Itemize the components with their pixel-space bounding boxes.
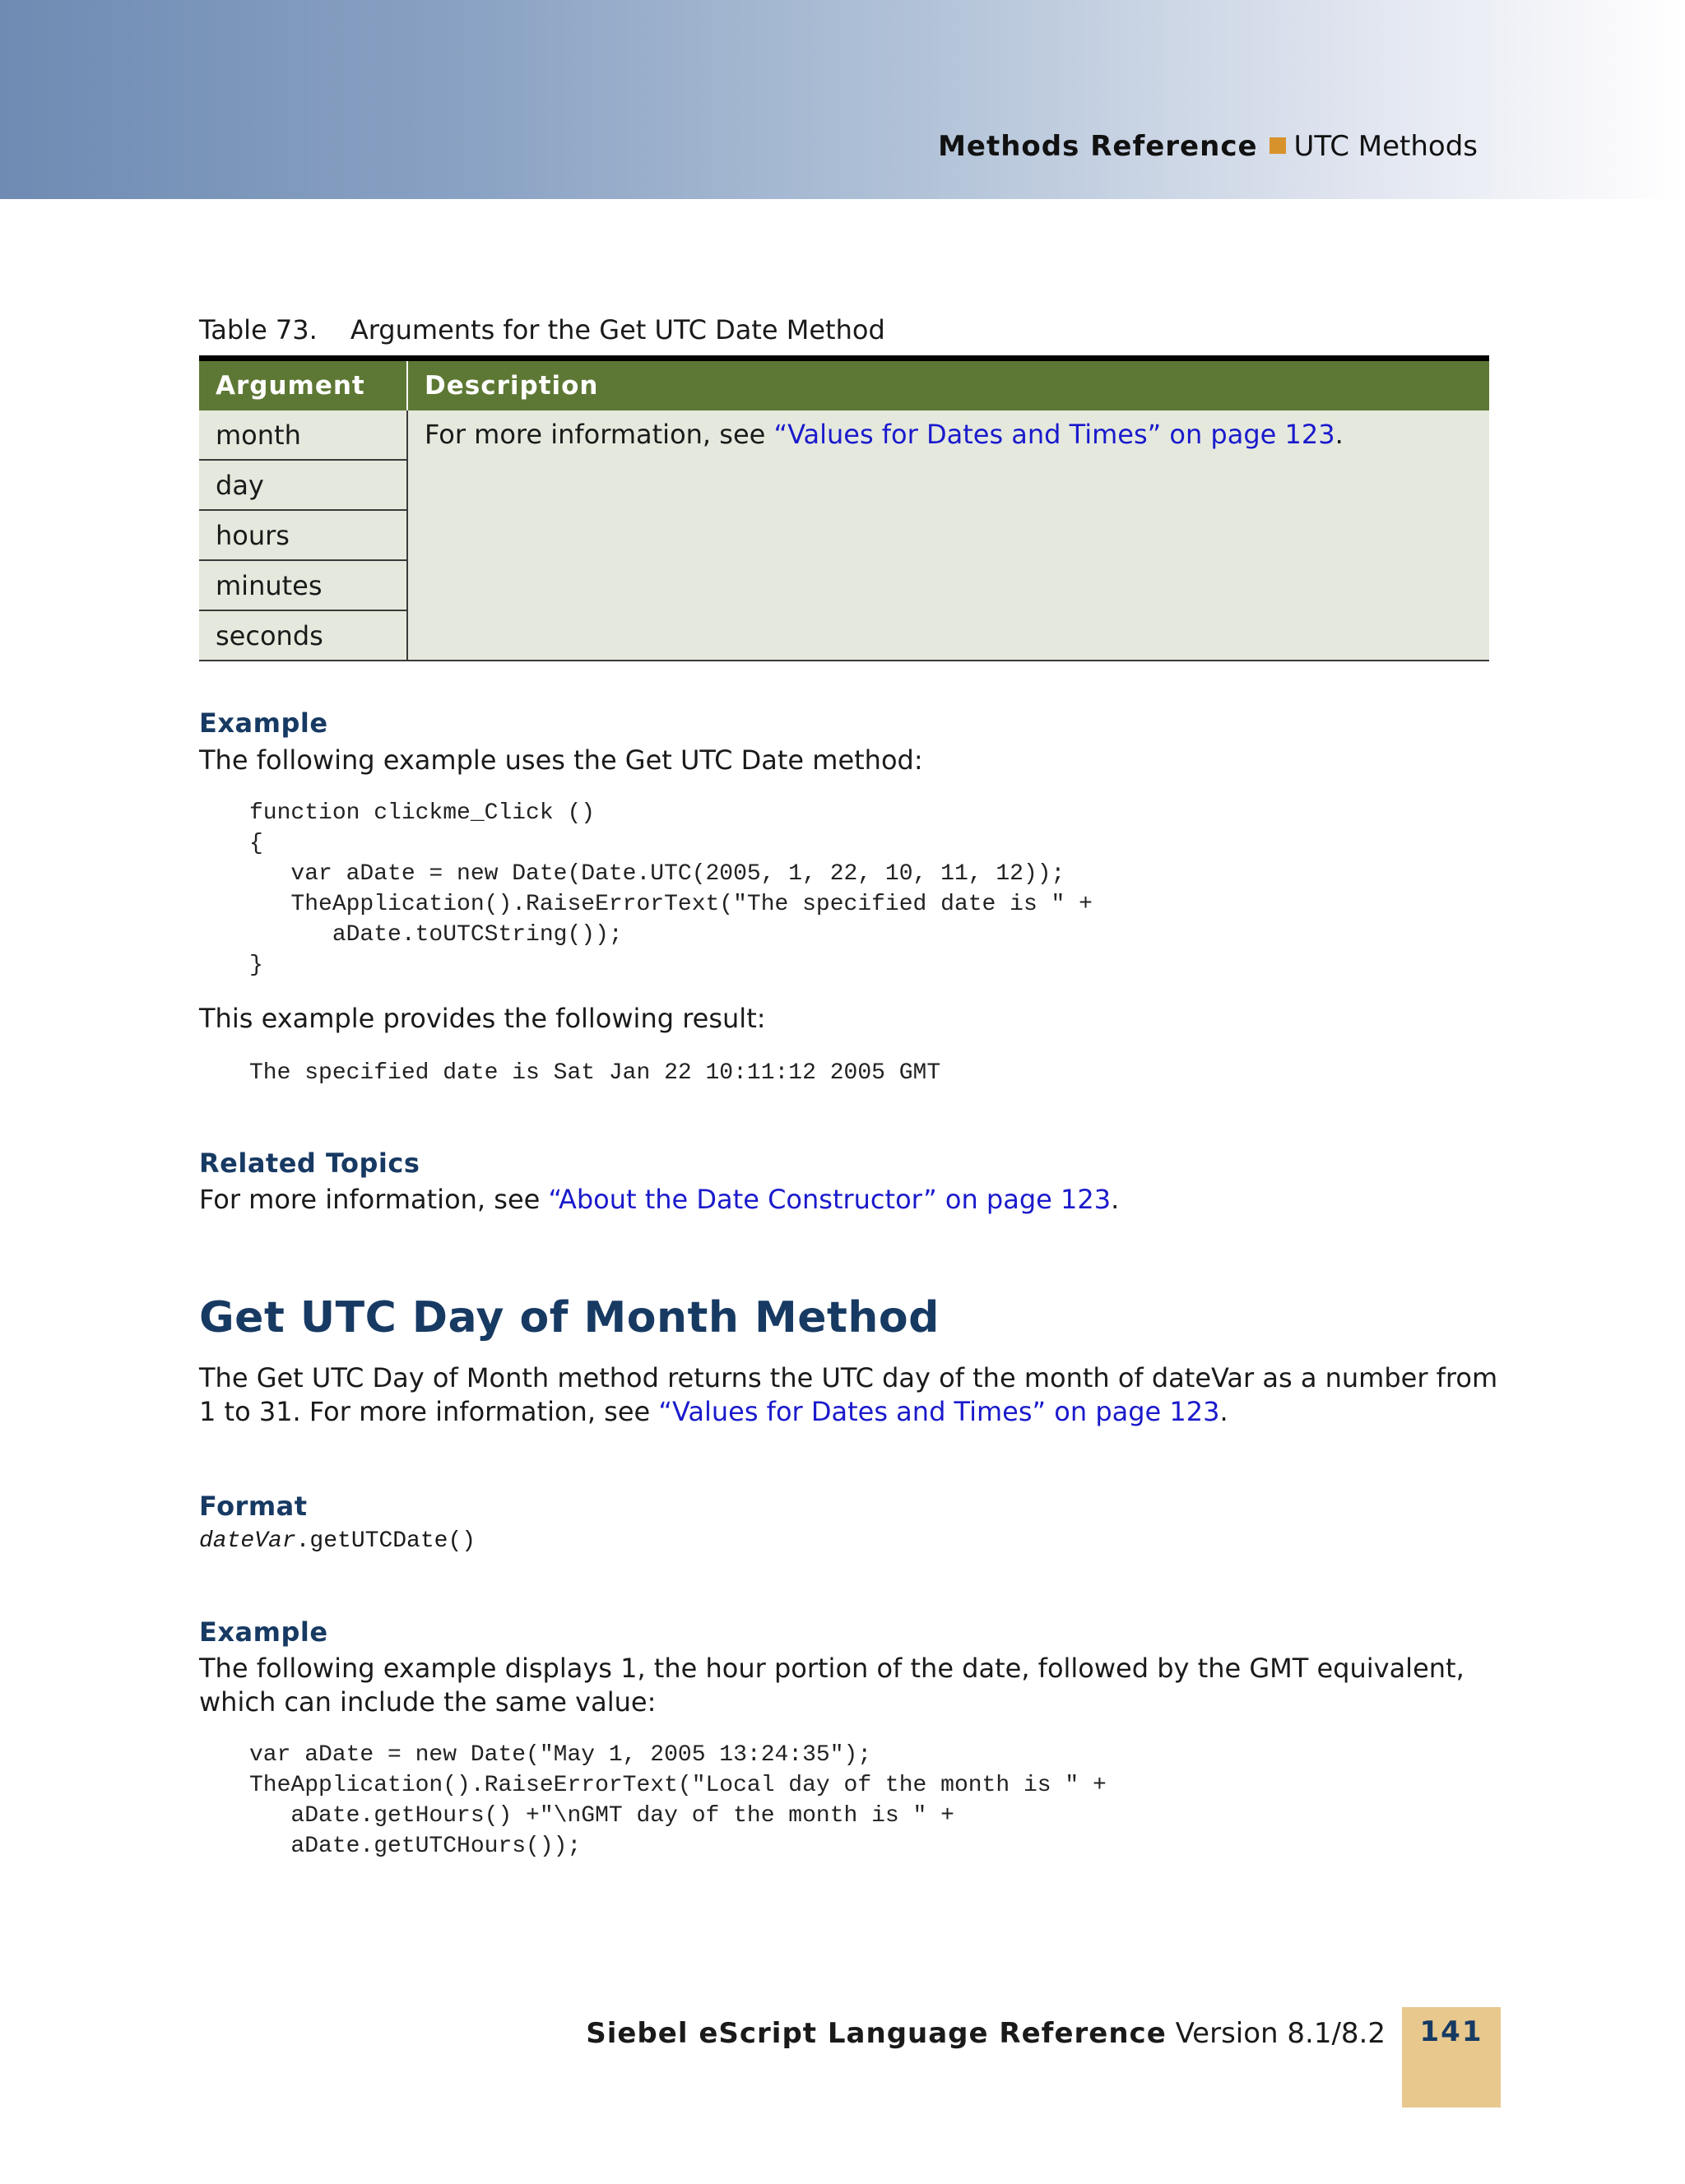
argument-cell: day — [199, 460, 407, 510]
format-heading: Format — [199, 1491, 308, 1522]
argument-cell: month — [199, 410, 407, 460]
example-intro: The following example uses the Get UTC Date method: — [199, 744, 923, 776]
example2-code: var aDate = new Date("May 1, 2005 13:24:35"); TheApplication().RaiseErrorText("Local day of the month is " + aDate.getHours() +"\nGMT day of the month is " + aDate.getUTCHours()); — [249, 1742, 1107, 1859]
section-body-link[interactable]: “Values for Dates and Times” on page 123 — [658, 1396, 1220, 1427]
result-intro: This example provides the following result: — [199, 1003, 766, 1034]
format-code-method: .getUTCDate() — [295, 1528, 476, 1554]
argument-cell: seconds — [199, 610, 407, 661]
table-header-row — [199, 359, 1489, 411]
table-caption-number: Table 73. — [199, 314, 318, 345]
running-head-section: Methods Reference — [938, 130, 1258, 163]
footer-title — [586, 2017, 1386, 2050]
table-caption-title: Arguments for the Get UTC Date Method — [350, 314, 885, 345]
footer-book-title: Siebel eScript Language Reference — [586, 2017, 1167, 2050]
section-body — [199, 1361, 1499, 1429]
format-code — [199, 1528, 476, 1554]
section-body-suffix: . — [1219, 1396, 1228, 1427]
example2-intro: The following example displays 1, the hour portion of the date, followed by the GMT equivalent, which can include the same value: — [199, 1653, 1465, 1718]
related-topics-prefix: For more information, see — [199, 1184, 549, 1215]
result-code: The specified date is Sat Jan 22 10:11:12 2005 GMT — [249, 1060, 941, 1086]
example-heading: Example — [199, 707, 328, 739]
description-cell — [407, 410, 1489, 661]
table-caption — [199, 314, 885, 345]
header-band — [0, 0, 1685, 199]
example-code: function clickme_Click () { var aDate = new Date(Date.UTC(2005, 1, 22, 10, 11, 12)); TheApplication().RaiseErrorText("The specified date is " + aDate.toUTCString()); } — [249, 800, 1093, 978]
running-head — [938, 130, 1478, 163]
description-link[interactable]: “Values for Dates and Times” on page 123 — [773, 419, 1335, 450]
square-bullet-icon — [1270, 137, 1286, 154]
related-topics-link[interactable]: “About the Date Constructor” on page 123 — [548, 1184, 1112, 1215]
footer-version: Version 8.1/8.2 — [1175, 2017, 1386, 2050]
related-topics-suffix: . — [1111, 1184, 1120, 1215]
argument-cell: hours — [199, 510, 407, 560]
arguments-table — [199, 355, 1489, 661]
page-number-box — [1402, 2007, 1501, 2107]
section-title: Get UTC Day of Month Method — [199, 1293, 940, 1342]
argument-cell: minutes — [199, 560, 407, 610]
format-code-variable: dateVar — [199, 1528, 296, 1554]
description-text: For more information, see — [425, 419, 774, 450]
section-body-text: The Get UTC Day of Month method returns the UTC day of the month of dateVar as a number from 1 to 31. For more information, see — [199, 1362, 1498, 1427]
column-header-description: Description — [407, 359, 1489, 411]
table-row — [199, 410, 1489, 460]
related-topics-heading: Related Topics — [199, 1148, 420, 1179]
example2-heading: Example — [199, 1616, 328, 1648]
column-header-argument: Argument — [199, 359, 407, 411]
running-head-subsection: UTC Methods — [1293, 130, 1478, 163]
page-number: 141 — [1419, 2015, 1483, 2048]
description-suffix: . — [1335, 419, 1344, 450]
related-topics-text — [199, 1183, 1489, 1217]
